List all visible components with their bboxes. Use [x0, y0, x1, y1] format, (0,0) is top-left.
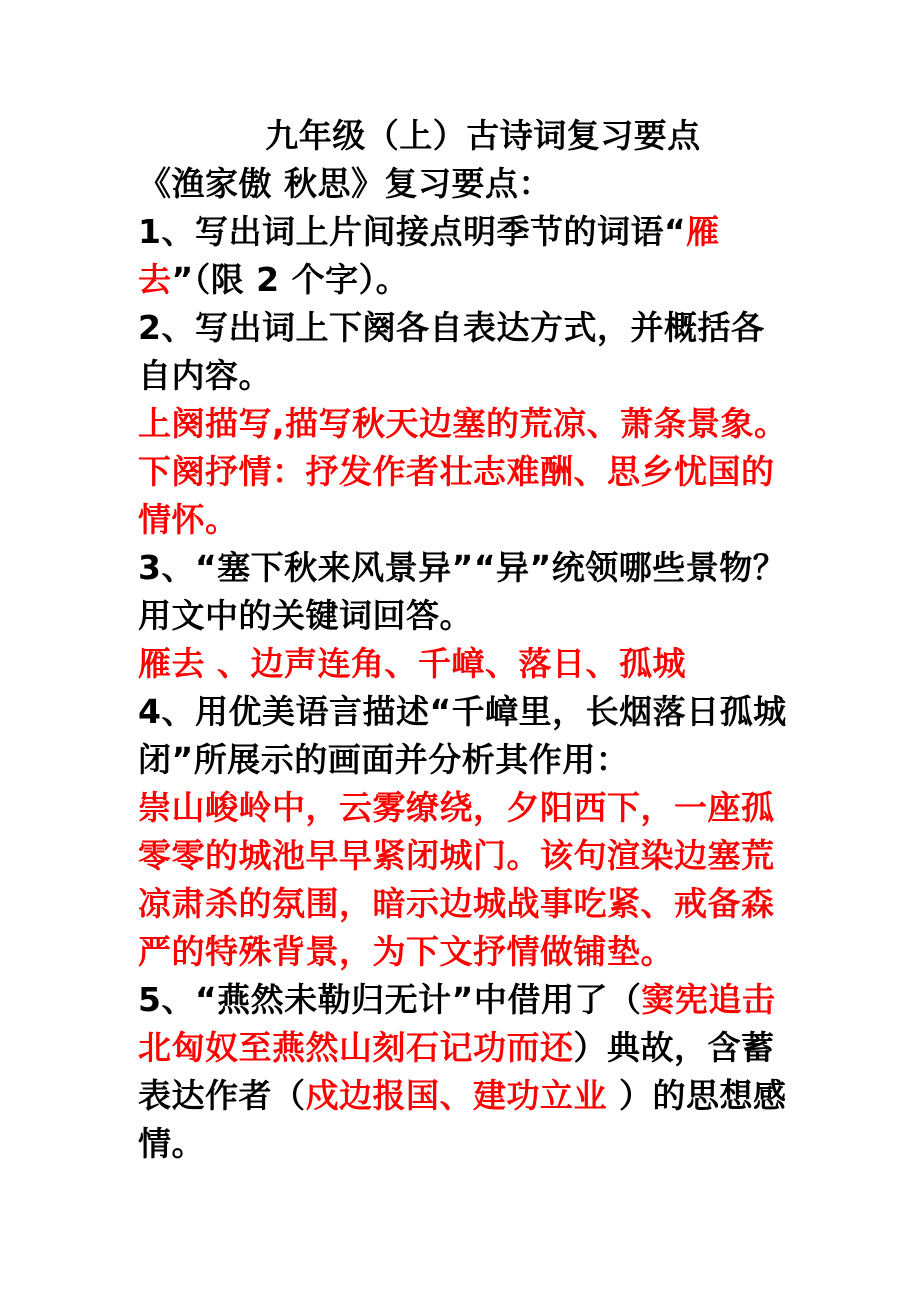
- page-title: 九年级（上）古诗词复习要点: [265, 116, 701, 155]
- question-5-suffix: ）的思想感情。: [138, 1076, 787, 1163]
- question-1-answer: 雁去: [138, 212, 720, 299]
- question-5-answer-2: 戍边报国、建功立业: [305, 1076, 619, 1115]
- question-5-answer-1: 窦宪追击北匈奴至燕然山刻石记功而还: [138, 980, 776, 1067]
- question-5: [138, 976, 788, 1168]
- question-5-middle: ）典故，含蓄表达作者（: [138, 1028, 775, 1115]
- question-2: 2、写出词上下阕各自表达方式，并概括各自内容。: [138, 308, 765, 395]
- question-4: 4、用优美语言描述“千嶂里，长烟落日孤城闭”所展示的画面并分析其作用：: [138, 692, 787, 779]
- document-body: [138, 112, 788, 1168]
- question-4-answer: 崇山峻岭中，云雾缭绕，夕阳西下，一座孤零零的城池早早紧闭城门。该句渲染边塞荒凉肃杀的氛围，暗示边城战事吃紧、戒备森严的特殊背景，为下文抒情做铺垫。: [138, 788, 775, 971]
- question-3-answer: 雁去 、边声连角、千嶂、落日、孤城: [138, 644, 686, 683]
- question-2-answer-2: 下阕抒情：抒发作者壮志难酬、思乡忧国的情怀。: [138, 452, 775, 539]
- question-1: [138, 208, 788, 304]
- question-1-suffix: ”（限 2 个字）。: [171, 260, 410, 299]
- question-1-prefix: 1、写出词上片间接点明季节的词语“: [138, 212, 687, 251]
- question-3: 3、“塞下秋来风景异”“异”统领哪些景物？用文中的关键词回答。: [138, 548, 787, 635]
- section-heading: 《渔家傲 秋思》复习要点：: [138, 164, 552, 203]
- question-5-prefix: 5、“燕然未勒归无计”中借用了（: [138, 980, 642, 1019]
- question-2-answer-1: 上阕描写,描写秋天边塞的荒凉、萧条景象。: [138, 404, 788, 443]
